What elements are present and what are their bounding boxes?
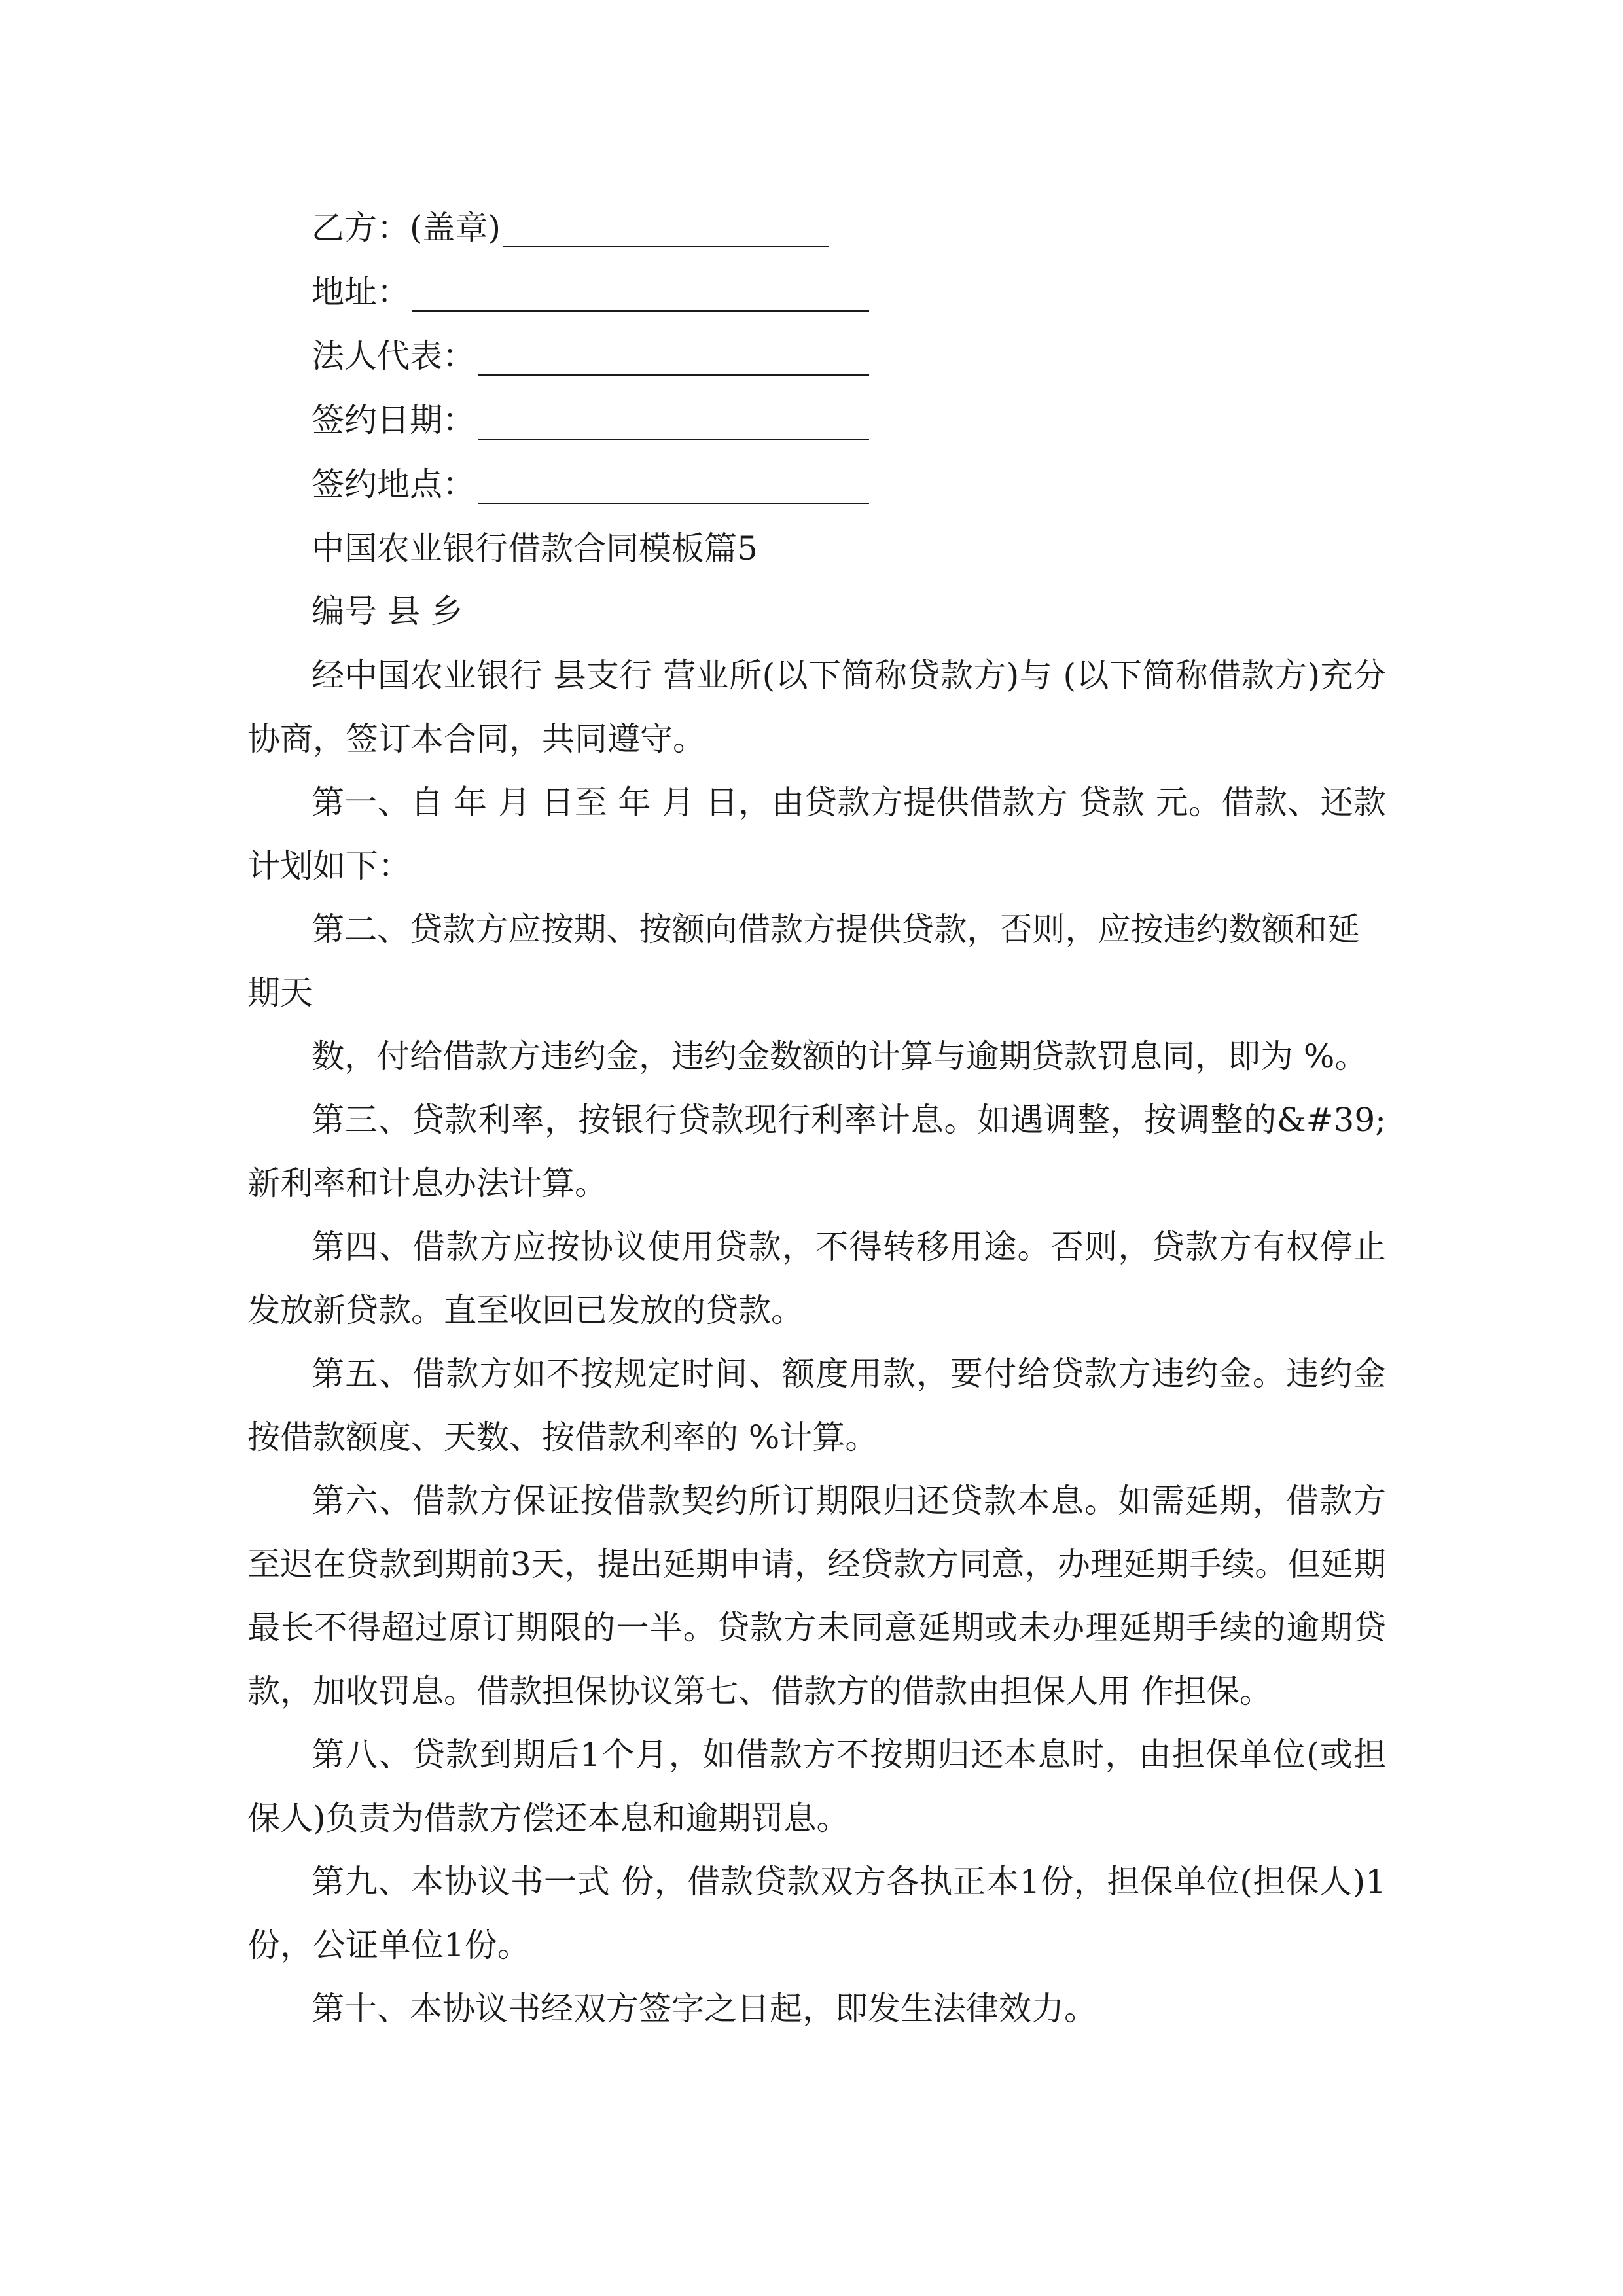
legal-rep-label: 法人代表： [312, 337, 475, 375]
section-title: 中国农业银行借款合同模板篇5 [312, 529, 758, 567]
address-blank [412, 281, 869, 312]
intro-paragraph: 经中国农业银行 县支行 营业所(以下简称贷款方)与 (以下简称借款方)充分协商，签订本合同，共同遵守。 [247, 656, 1386, 758]
clause-2-continued: 数，付给借款方违约金，违约金数额的计算与逾期贷款罚息同，即为 %。 [312, 1037, 1368, 1075]
clause-2: 第二、贷款方应按期、按额向借款方提供贷款，否则，应按违约数额和延期天 [247, 910, 1360, 1012]
clause-5: 第五、借款方如不按规定时间、额度用款，要付给贷款方违约金。违约金按借款额度、天数、按借款利率的 %计算。 [247, 1355, 1386, 1456]
sign-place-label: 签约地点： [312, 465, 475, 503]
sign-date-blank [478, 410, 869, 440]
clause-10: 第十、本协议书经双方签字之日起，即发生法律效力。 [312, 1990, 1097, 2028]
legal-rep-line [312, 336, 869, 376]
clause-9: 第九、本协议书一式 份，借款贷款双方各执正本1份，担保单位(担保人)1份，公证单位1份。 [247, 1863, 1386, 1964]
clause-1: 第一、自 年 月 日至 年 月 日，由贷款方提供借款方 贷款 元。借款、还款计划如下： [247, 783, 1386, 885]
address-line [312, 272, 869, 312]
clause-8: 第八、贷款到期后1个月，如借款方不按期归还本息时，由担保单位(或担保人)负责为借款方偿还本息和逾期罚息。 [247, 1736, 1386, 1837]
sign-date-label: 签约日期： [312, 401, 475, 439]
sign-date-line [312, 401, 869, 440]
party-b-label: 乙方：(盖章) [312, 209, 501, 247]
sign-place-line [312, 465, 869, 504]
clause-3: 第三、贷款利率，按银行贷款现行利率计息。如遇调整，按调整的&#39;新利率和计息办法计算。 [247, 1101, 1386, 1202]
sign-place-blank [478, 474, 869, 504]
clause-4: 第四、借款方应按协议使用贷款，不得转移用途。否则，贷款方有权停止发放新贷款。直至收回已发放的贷款。 [247, 1228, 1386, 1329]
contract-number: 编号 县 乡 [312, 592, 463, 630]
party-b-blank [503, 217, 829, 247]
legal-rep-blank [478, 346, 869, 376]
clause-6-7: 第六、借款方保证按借款契约所订期限归还贷款本息。如需延期，借款方至迟在贷款到期前3天，提出延期申请，经贷款方同意，办理延期手续。但延期最长不得超过原订期限的一半。贷款方未同意延期或未办理延期手续的逾期贷款，加收罚息。借款担保协议第七、借款方的借款由担保人用 作担保。 [247, 1482, 1386, 1710]
party-b-seal-line [312, 208, 829, 247]
address-label: 地址： [312, 273, 410, 311]
